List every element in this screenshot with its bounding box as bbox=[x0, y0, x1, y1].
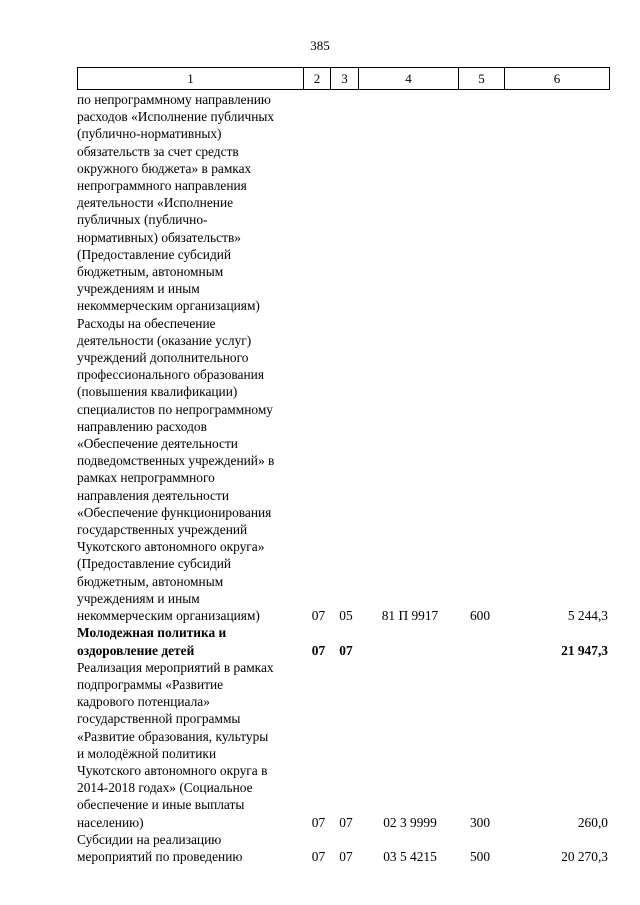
column-header-4: 4 bbox=[359, 68, 459, 90]
table-row bbox=[77, 315, 617, 625]
row-target-article: 81 П 9917 bbox=[381, 608, 439, 624]
row-amount: 5 244,3 bbox=[567, 608, 608, 624]
table-row-section-total bbox=[77, 624, 617, 658]
table-row bbox=[77, 659, 617, 831]
row-description: Расходы на обеспечение деятельности (оказание услуг) учреждений дополнительного профессионального образования (повышения квалификации) специалистов по непрограммному направлению расходов «Обеспечение деятельности подведомственных учреждений» в рамках непрограммного направления деятельности «Обеспечение функционирования государственных учреждений Чукотского автономного округа» (Предоставление субсидий бюджетным, автономным учреждениям и иным некоммерческим организациям) bbox=[77, 315, 275, 624]
column-header-5: 5 bbox=[459, 68, 505, 90]
row-description: Молодежная политика и оздоровление детей bbox=[77, 625, 227, 658]
column-header-row bbox=[78, 68, 610, 90]
row-amount: 260,0 bbox=[577, 814, 608, 830]
row-section: 07 bbox=[311, 848, 326, 864]
row-expense-type: 600 bbox=[469, 608, 491, 624]
row-amount: 21 947,3 bbox=[561, 642, 608, 658]
table-row bbox=[77, 831, 617, 865]
row-description: по непрограммному направлению расходов «Исполнение публичных (публично-нормативных) обязательств за счет средств окружного бюджета» в рамках непрограммного направления деятельности «Исполнение публичных (публично- нормативных) обязательств» (Предоставление субсидий бюджетным, автономным учреждениям и иным некоммерческим организациям) bbox=[77, 92, 275, 314]
row-target-article: 02 3 9999 bbox=[383, 814, 437, 830]
row-amount: 20 270,3 bbox=[561, 848, 608, 864]
page-number: 385 bbox=[310, 38, 330, 53]
row-subsection: 07 bbox=[339, 814, 353, 830]
row-subsection: 07 bbox=[339, 848, 353, 864]
column-header-3: 3 bbox=[331, 68, 359, 90]
row-section: 07 bbox=[311, 608, 326, 624]
row-section: 07 bbox=[311, 642, 326, 658]
column-header-6: 6 bbox=[505, 68, 610, 90]
row-subsection: 07 bbox=[339, 642, 353, 658]
row-section: 07 bbox=[311, 814, 326, 830]
column-header-1: 1 bbox=[78, 68, 304, 90]
column-header-table bbox=[77, 67, 610, 90]
row-expense-type: 500 bbox=[469, 848, 491, 864]
row-target-article: 03 5 4215 bbox=[383, 848, 437, 864]
row-description: Реализация мероприятий в рамках подпрограммы «Развитие кадрового потенциала» государственной программы «Развитие образования, культуры и молодёжной политики Чукотского автономного округа в 2014-2018 годах» (Социальное обеспечение и иные выплаты населению) bbox=[77, 659, 274, 830]
column-header-2: 2 bbox=[304, 68, 331, 90]
table-body bbox=[77, 91, 617, 865]
row-subsection: 05 bbox=[339, 608, 353, 624]
table-row bbox=[77, 91, 617, 315]
row-description: Субсидии на реализацию мероприятий по проведению bbox=[77, 831, 243, 864]
row-expense-type: 300 bbox=[469, 814, 491, 830]
